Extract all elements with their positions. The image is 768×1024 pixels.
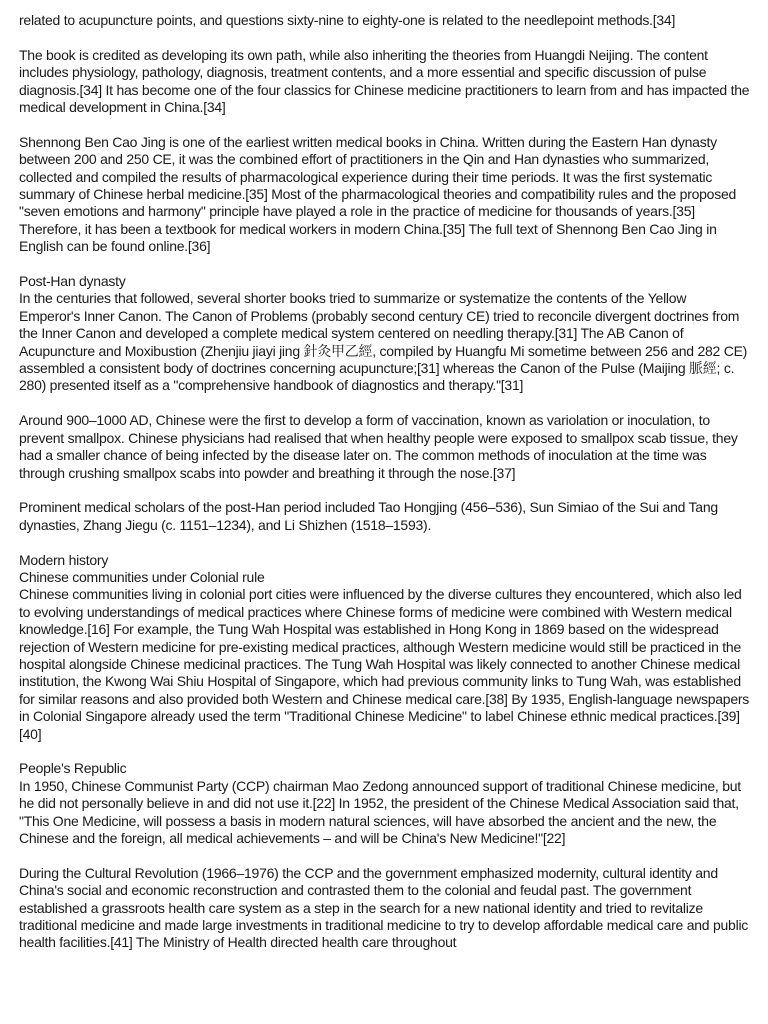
section-heading-post-han: Post-Han dynasty bbox=[19, 273, 126, 290]
section-heading-modern-history: Modern history bbox=[19, 551, 109, 568]
paragraph-book-credits: The book is credited as developing its own path, while also inheriting the theories from Huangdi Neijing. The content includes physiology, pathology, diagnosis, treatment contents, and a more essential and specific discussion of pulse diagnosis.[34] It has become one of the four classics for Chinese medicine practitioners to learn from and has impacted the medical development in China.[34] bbox=[19, 46, 750, 116]
section-peoples-republic bbox=[19, 760, 750, 847]
document-page bbox=[19, 12, 750, 969]
paragraph-shennong: Shennong Ben Cao Jing is one of the earliest written medical books in China. Written during the Eastern Han dynasty between 200 and 250 CE, it was the combined effort of practitioners in the Qin and Han dynasties who summarized, collected and compiled the results of pharmacological experience during their time periods. It was the first systematic summary of Chinese herbal medicine.[35] Most of the pharmacological theories and compatibility rules and the proposed "seven emotions and harmony" principle have played a role in the practice of medicine for thousands of years.[35] Therefore, it has been a textbook for medical workers in modern China.[35] The full text of Shennong Ben Cao Jing in English can be found online.[36] bbox=[19, 133, 737, 255]
paragraph-mao-1950: In 1950, Chinese Communist Party (CCP) chairman Mao Zedong announced support of traditional Chinese medicine, but he did not personally believe in and did not use it.[22] In 1952, the president of the Chinese Medical Association said that, "This One Medicine, will possess a basis in modern natural sciences, will have absorbed the ancient and the new, the Chinese and the foreign, all medical achievements – and will be China's New Medicine!"[22] bbox=[19, 777, 741, 846]
paragraph-cultural-revolution: During the Cultural Revolution (1966–1976) the CCP and the government emphasized modernity, cultural identity and China's social and economic reconstruction and contrasted them to the colonial and feudal past. The government established a grassroots health care system as a step in the search for a new national identity and tried to revitalize traditional medicine and made large investments in traditional medicine to try to develop affordable medical care and public health facilities.[41] The Ministry of Health directed health care throughout bbox=[19, 864, 749, 951]
paragraph-vaccination: Around 900–1000 AD, Chinese were the first to develop a form of vaccination, known as variolation or inoculation, to prevent smallpox. Chinese physicians had realised that when healthy people were exposed to smallpox scab tissue, they had a smaller chance of being infected by the disease later on. The common methods of inoculation at the time was through crushing smallpox scabs into powder and breathing it through the nose.[37] bbox=[19, 412, 738, 481]
paragraph-acupuncture-questions: related to acupuncture points, and questions sixty-nine to eighty-one is related to the needlepoint methods.[34] bbox=[19, 12, 676, 28]
paragraph-post-han-books: In the centuries that followed, several shorter books tried to summarize or systematize the contents of the Yellow Emperor's Inner Canon. The Canon of Problems (probably second century CE) tried to reconcile divergent doctrines from the Inner Canon and developed a complete medical system centered on needling therapy.[31] The AB Canon of Acupuncture and Moxibustion (Zhenjiu jiayi jing 針灸甲乙經, compiled by Huangfu Mi sometime between 256 and 282 CE) assembled a consistent body of doctrines concerning acupuncture;[31] whereas the Canon of the Pulse (Maijing 脈經; c. 280) presented itself as a "comprehensive handbook of diagnostics and therapy."[31] bbox=[19, 290, 748, 394]
section-heading-peoples-republic: People's Republic bbox=[19, 760, 127, 777]
section-modern-history bbox=[19, 552, 750, 743]
paragraph-post-han-scholars: Prominent medical scholars of the post-Han period included Tao Hongjing (456–536), Sun Simiao of the Sui and Tang dynasties, Zhang Jiegu (c. 1151–1234), and Li Shizhen (1518–1593). bbox=[19, 499, 718, 533]
section-post-han bbox=[19, 273, 750, 395]
subsection-heading-colonial: Chinese communities under Colonial rule bbox=[19, 568, 265, 585]
paragraph-colonial-rule: Chinese communities living in colonial port cities were influenced by the diverse cultures they encountered, which also led to evolving understandings of medical practices where Chinese forms of medicine were combined with Western medical knowledge.[16] For example, the Tung Wah Hospital was established in Hong Kong in 1869 based on the widespread rejection of Western medicine for pre-existing medical practices, although Western medicine would still be practiced in the hospital alongside Chinese medicinal practices. The Tung Wah Hospital was likely connected to another Chinese medical institution, the Kwong Wai Shiu Hospital of Singapore, which had previous community links to Tung Wah, was established for similar reasons and also provided both Western and Chinese medical care.[38] By 1935, English-language newspapers in Colonial Singapore already used the term "Traditional Chinese Medicine" to label Chinese ethnic medical practices.[39][40] bbox=[19, 586, 750, 742]
